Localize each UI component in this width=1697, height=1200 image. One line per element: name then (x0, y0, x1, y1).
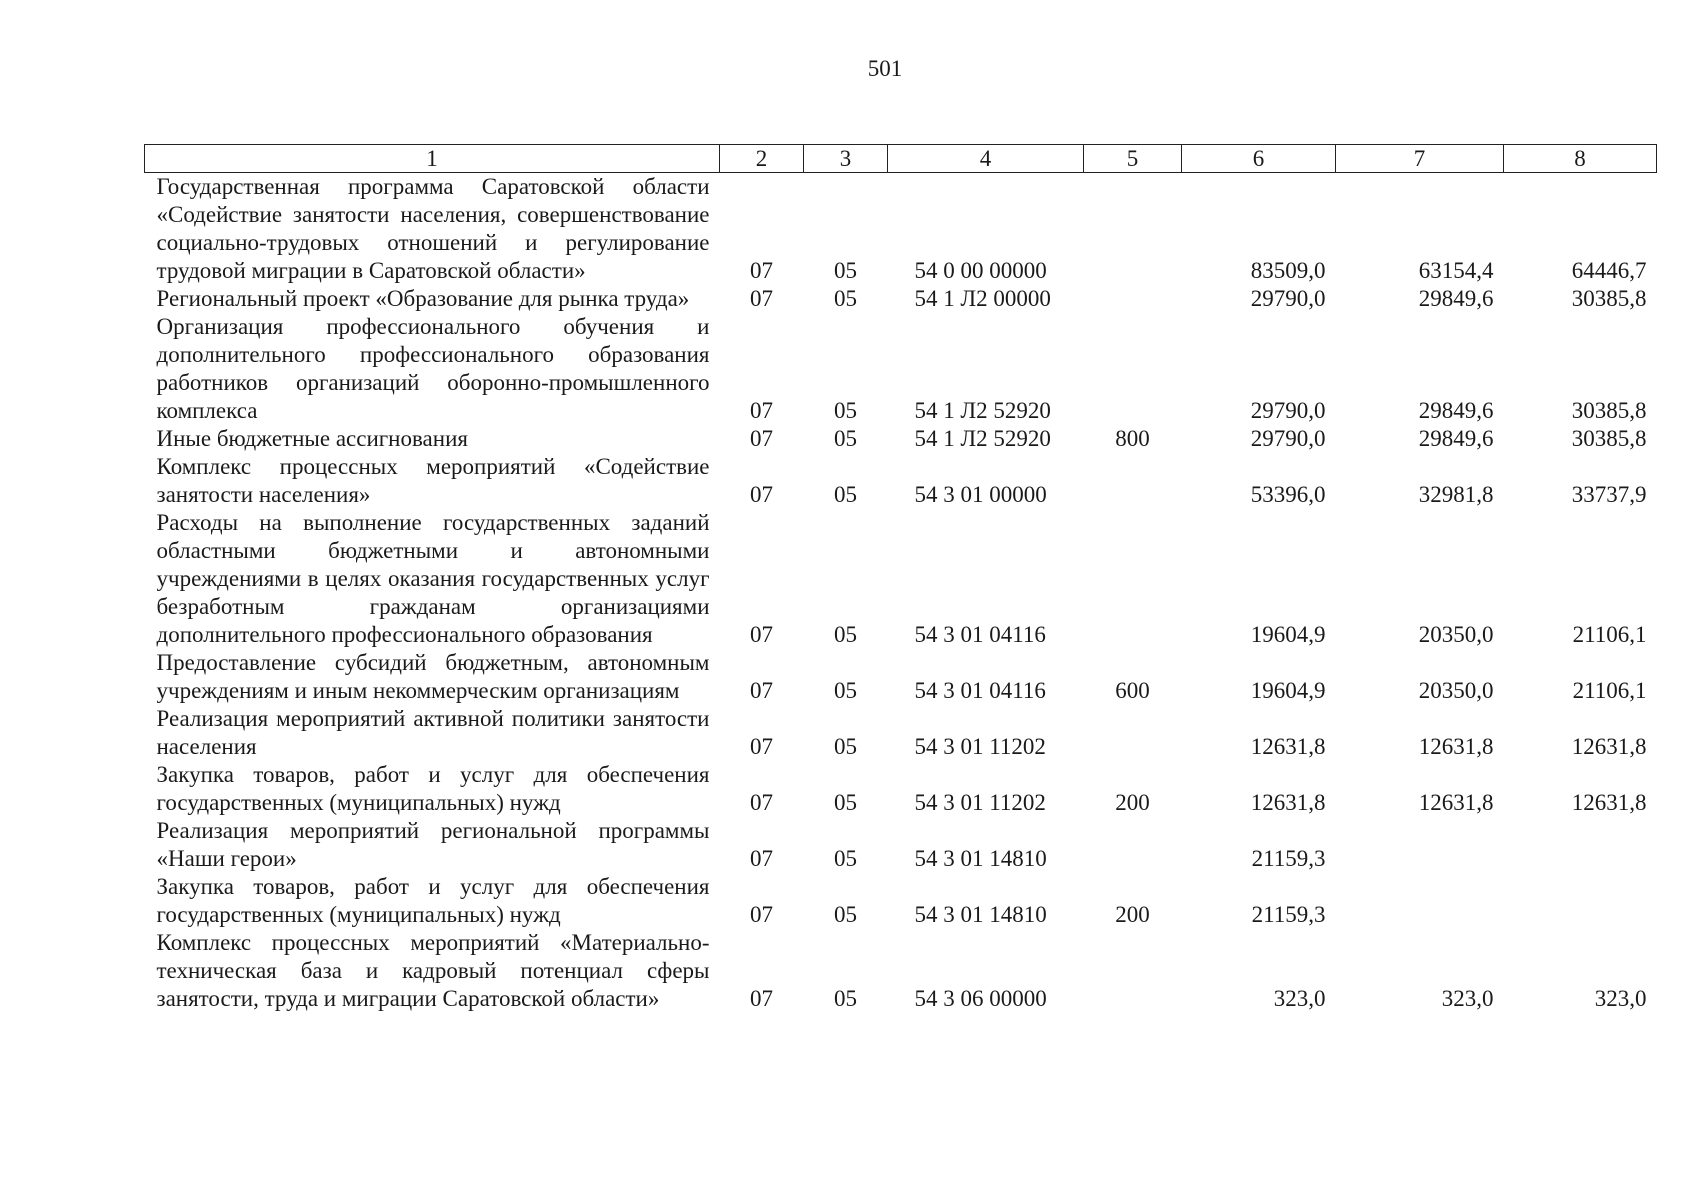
target-article-code: 54 3 01 04116 (914, 678, 1046, 703)
subsection-code: 05 (834, 398, 857, 423)
amount-year-1: 12631,8 (1250, 790, 1326, 815)
amount-year-1: 29790,0 (1250, 286, 1326, 311)
column-header: 1 (145, 145, 720, 173)
table-row (145, 761, 1657, 817)
item-name: Закупка товаров, работ и услуг для обеспечения государственных (муниципальных) нужд (156, 762, 710, 815)
amount-year-2: 63154,4 (1418, 258, 1494, 283)
target-article-code: 54 1 Л2 00000 (914, 286, 1051, 311)
table-row (145, 173, 1657, 286)
target-article-code: 54 0 00 00000 (914, 258, 1047, 283)
column-header: 6 (1182, 145, 1336, 173)
target-article-code: 54 3 06 00000 (914, 986, 1047, 1011)
amount-year-3: 33737,9 (1571, 482, 1647, 507)
amount-year-2: 323,0 (1441, 986, 1494, 1011)
amount-year-1: 12631,8 (1250, 734, 1326, 759)
item-name: Реализация мероприятий активной политики занятости населения (156, 706, 710, 759)
table-row (145, 649, 1657, 705)
amount-year-2: 32981,8 (1418, 482, 1494, 507)
column-header: 4 (888, 145, 1084, 173)
subsection-code: 05 (834, 734, 857, 759)
amount-year-2: 12631,8 (1418, 734, 1494, 759)
item-name: Государственная программа Саратовской области «Содействие занятости населения, совершенствование социально-трудовых отношений и регулирование трудовой миграции в Саратовской области» (156, 174, 710, 283)
table-row (145, 509, 1657, 649)
amount-year-1: 19604,9 (1250, 678, 1326, 703)
column-header: 7 (1336, 145, 1504, 173)
section-code: 07 (750, 790, 773, 815)
section-code: 07 (750, 258, 773, 283)
expense-type-code (1084, 313, 1182, 425)
item-name: Расходы на выполнение государственных заданий областными бюджетными и автономными учреждениями в целях оказания государственных услуг безработным гражданам организациями дополнительного профессионального образования (156, 510, 710, 647)
amount-year-1: 323,0 (1273, 986, 1326, 1011)
amount-year-3: 12631,8 (1571, 734, 1647, 759)
section-code: 07 (750, 986, 773, 1011)
table-row (145, 313, 1657, 425)
page-number: 501 (867, 56, 903, 81)
amount-year-3: 30385,8 (1571, 398, 1647, 423)
table-row (145, 705, 1657, 761)
amount-year-1: 29790,0 (1250, 398, 1326, 423)
section-code: 07 (750, 734, 773, 759)
expense-type-code (1084, 929, 1182, 1013)
table-row (145, 425, 1657, 453)
expense-type-code: 200 (1115, 790, 1150, 815)
target-article-code: 54 3 01 11202 (914, 790, 1046, 815)
expense-type-code (1084, 173, 1182, 286)
column-header: 3 (804, 145, 888, 173)
amount-year-3 (1504, 873, 1657, 929)
item-name: Иные бюджетные ассигнования (156, 426, 468, 451)
target-article-code: 54 1 Л2 52920 (914, 398, 1051, 423)
table-body (145, 173, 1657, 1014)
subsection-code: 05 (834, 790, 857, 815)
amount-year-3: 12631,8 (1571, 790, 1647, 815)
section-code: 07 (750, 902, 773, 927)
target-article-code: 54 3 01 11202 (914, 734, 1046, 759)
section-code: 07 (750, 398, 773, 423)
amount-year-1: 83509,0 (1250, 258, 1326, 283)
budget-table (144, 144, 1657, 1013)
subsection-code: 05 (834, 902, 857, 927)
amount-year-2: 29849,6 (1418, 398, 1494, 423)
amount-year-2: 29849,6 (1418, 286, 1494, 311)
amount-year-2: 12631,8 (1418, 790, 1494, 815)
subsection-code: 05 (834, 286, 857, 311)
subsection-code: 05 (834, 426, 857, 451)
section-code: 07 (750, 482, 773, 507)
section-code: 07 (750, 678, 773, 703)
amount-year-1: 19604,9 (1250, 622, 1326, 647)
target-article-code: 54 3 01 00000 (914, 482, 1047, 507)
amount-year-2: 29849,6 (1418, 426, 1494, 451)
amount-year-3: 30385,8 (1571, 286, 1647, 311)
item-name: Закупка товаров, работ и услуг для обеспечения государственных (муниципальных) нужд (156, 874, 710, 927)
amount-year-3: 21106,1 (1572, 678, 1647, 703)
table-row (145, 285, 1657, 313)
item-name: Комплекс процессных мероприятий «Содействие занятости населения» (156, 454, 710, 507)
item-name: Реализация мероприятий региональной программы «Наши герои» (156, 818, 710, 871)
header-row (145, 145, 1657, 173)
subsection-code: 05 (834, 482, 857, 507)
column-header: 8 (1504, 145, 1657, 173)
subsection-code: 05 (834, 622, 857, 647)
item-name: Организация профессионального обучения и дополнительного профессионального образования работников организаций оборонно-промышленного комплекса (156, 314, 710, 423)
table-row (145, 929, 1657, 1013)
column-header: 2 (720, 145, 804, 173)
expense-type-code (1084, 705, 1182, 761)
expense-type-code: 800 (1115, 426, 1150, 451)
amount-year-1: 21159,3 (1251, 846, 1326, 871)
subsection-code: 05 (834, 846, 857, 871)
item-name: Предоставление субсидий бюджетным, автономным учреждениям и иным некоммерческим организациям (156, 650, 710, 703)
section-code: 07 (750, 286, 773, 311)
table-row (145, 817, 1657, 873)
amount-year-2: 20350,0 (1418, 622, 1494, 647)
expense-type-code (1084, 817, 1182, 873)
table-header (145, 145, 1657, 173)
expense-type-code (1084, 453, 1182, 509)
target-article-code: 54 1 Л2 52920 (914, 426, 1051, 451)
amount-year-1: 29790,0 (1250, 426, 1326, 451)
amount-year-2 (1336, 873, 1504, 929)
subsection-code: 05 (834, 678, 857, 703)
column-header: 5 (1084, 145, 1182, 173)
amount-year-2 (1336, 817, 1504, 873)
expense-type-code: 600 (1115, 678, 1150, 703)
table-row (145, 453, 1657, 509)
target-article-code: 54 3 01 14810 (914, 902, 1047, 927)
amount-year-3: 30385,8 (1571, 426, 1647, 451)
subsection-code: 05 (834, 986, 857, 1011)
amount-year-1: 53396,0 (1250, 482, 1326, 507)
amount-year-3 (1504, 817, 1657, 873)
section-code: 07 (750, 846, 773, 871)
amount-year-3: 21106,1 (1572, 622, 1647, 647)
amount-year-3: 64446,7 (1571, 258, 1647, 283)
amount-year-2: 20350,0 (1418, 678, 1494, 703)
target-article-code: 54 3 01 04116 (914, 622, 1046, 647)
expense-type-code (1084, 285, 1182, 313)
item-name: Региональный проект «Образование для рынка труда» (156, 286, 690, 311)
section-code: 07 (750, 426, 773, 451)
table-row (145, 873, 1657, 929)
amount-year-3: 323,0 (1594, 986, 1647, 1011)
item-name: Комплекс процессных мероприятий «Материально-техническая база и кадровый потенциал сферы занятости, труда и миграции Саратовской области» (156, 930, 710, 1011)
subsection-code: 05 (834, 258, 857, 283)
section-code: 07 (750, 622, 773, 647)
amount-year-1: 21159,3 (1251, 902, 1326, 927)
expense-type-code: 200 (1115, 902, 1150, 927)
expense-type-code (1084, 509, 1182, 649)
target-article-code: 54 3 01 14810 (914, 846, 1047, 871)
